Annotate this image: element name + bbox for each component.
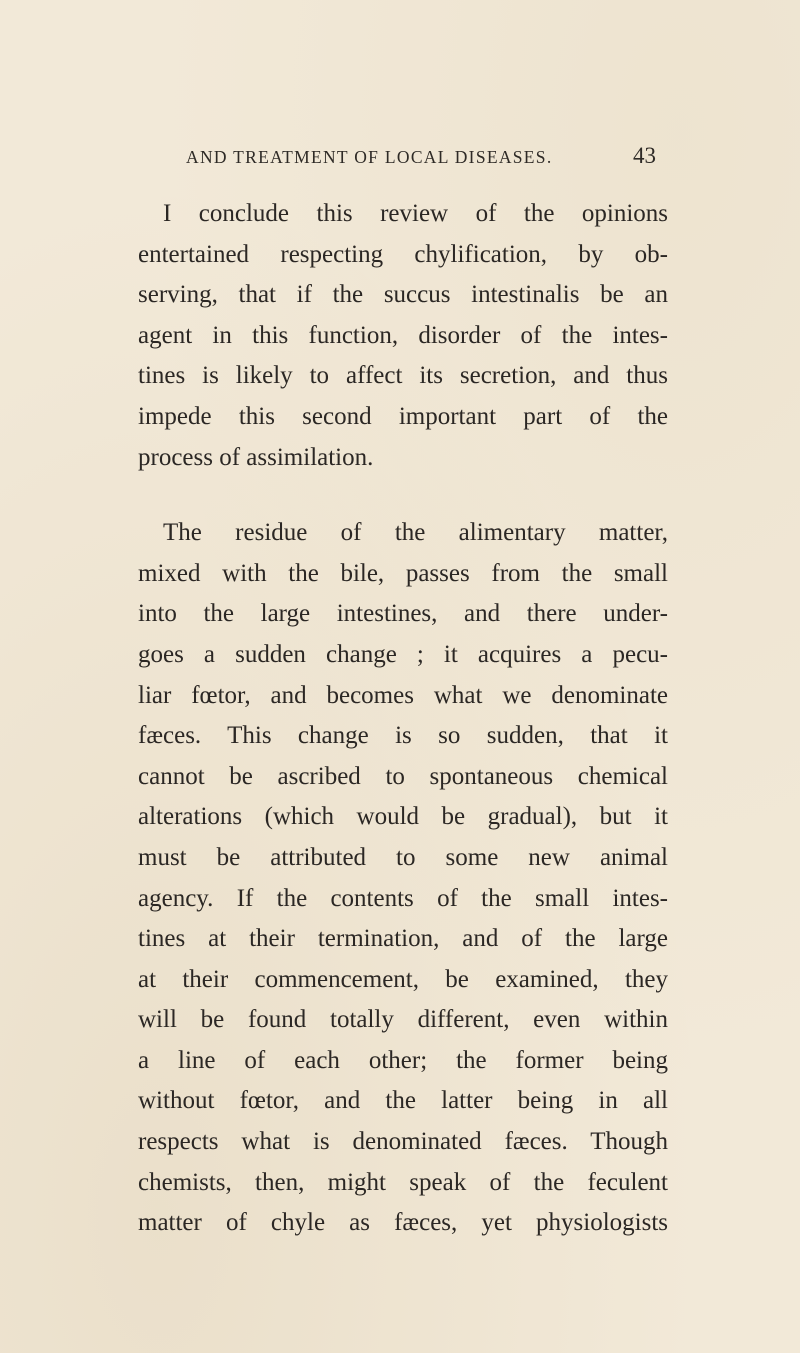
text-line: chemists, then, might speak of the feculent xyxy=(138,1168,668,1196)
text-line: a line of each other; the former being xyxy=(138,1046,668,1074)
text-line: fæces. This change is so sudden, that it xyxy=(138,722,668,750)
paragraph-1 xyxy=(138,194,668,478)
paragraph-2 xyxy=(138,513,668,1244)
running-head xyxy=(186,143,656,168)
text-line: at their commencement, be examined, they xyxy=(138,965,668,993)
paragraph-gap xyxy=(138,478,668,513)
text-line: matter of chyle as fæces, yet physiologists xyxy=(138,1209,668,1237)
text-line: agent in this function, disorder of the intes- xyxy=(138,321,668,349)
page-number: 43 xyxy=(633,143,656,168)
text-line: tines is likely to affect its secretion, and thus xyxy=(138,362,668,390)
text-line: process of assimilation. xyxy=(138,443,374,471)
text-line: cannot be ascribed to spontaneous chemical xyxy=(138,762,668,790)
text-line: entertained respecting chylification, by ob- xyxy=(138,240,668,268)
text-line: liar fœtor, and becomes what we denominate xyxy=(138,681,668,709)
text-line: I conclude this review of the opinions xyxy=(163,200,668,227)
text-line: goes a sudden change ; it acquires a pecu- xyxy=(138,640,668,668)
text-line: will be found totally different, even within xyxy=(138,1006,668,1034)
text-line: The residue of the alimentary matter, xyxy=(163,519,668,547)
text-line: respects what is denominated fæces. Though xyxy=(138,1128,668,1156)
text-line: serving, that if the succus intestinalis be an xyxy=(138,281,668,309)
text-line: mixed with the bile, passes from the small xyxy=(138,559,668,587)
running-head-title: AND TREATMENT OF LOCAL DISEASES. xyxy=(186,147,553,167)
text-line: without fœtor, and the latter being in all xyxy=(138,1087,668,1115)
body-text xyxy=(138,194,668,1244)
text-line: into the large intestines, and there under- xyxy=(138,600,668,628)
text-line: tines at their termination, and of the large xyxy=(138,925,668,953)
text-line: alterations (which would be gradual), but it xyxy=(138,803,668,831)
text-line: impede this second important part of the xyxy=(138,402,668,430)
text-line: agency. If the contents of the small intes- xyxy=(138,884,668,912)
text-line: must be attributed to some new animal xyxy=(138,843,668,871)
